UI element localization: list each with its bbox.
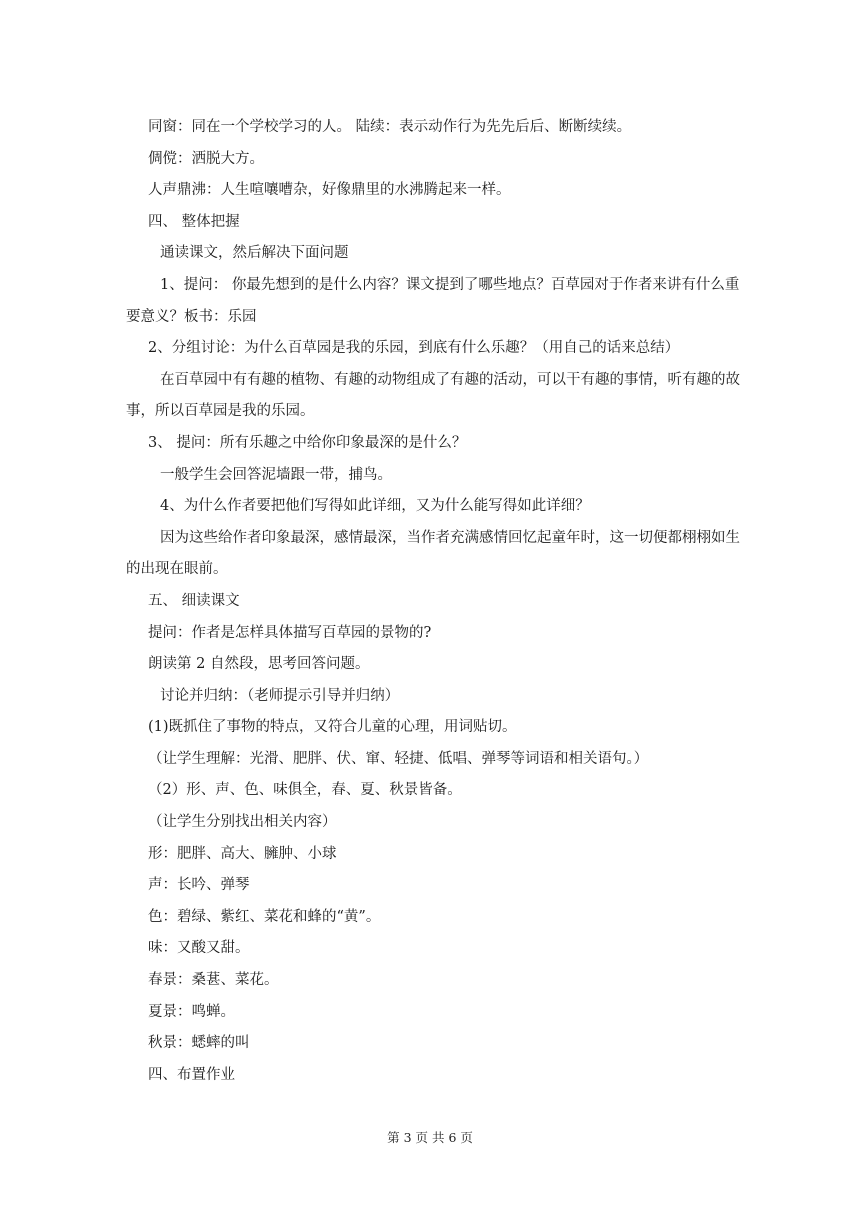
text-line: 提问：作者是怎样具体描写百草园的景物的?: [148, 624, 432, 641]
text-line: 声：长吟、弹琴: [148, 877, 250, 894]
text-line: 一般学生会回答泥墙跟一带，捕鸟。: [160, 466, 392, 483]
text-line: 形：肥胖、高大、臃肿、小球: [148, 845, 337, 862]
text-line: 色：碧绿、紫红、菜花和蜂的“黄”。: [148, 908, 381, 925]
text-line: （让学生理解：光滑、肥胖、伏、窜、轻捷、低唱、弹琴等词语和相关语句。）: [148, 750, 649, 767]
text-line: 同窗：同在一个学校学习的人。 陆续：表示动作行为先先后后、断断续续。: [148, 119, 632, 135]
text-line: (1)既抓住了事物的特点，又符合儿童的心理，用词贴切。: [148, 719, 517, 736]
text-line: （让学生分别找出相关内容）: [148, 814, 337, 831]
text-line: 通读课文，然后解决下面问题: [160, 245, 349, 262]
text-line: 四、布置作业: [148, 1066, 235, 1083]
text-line: 四、 整体把握: [148, 213, 240, 230]
document-body: [126, 112, 748, 1091]
text-line: 秋景：蟋蟀的叫: [148, 1035, 250, 1052]
text-line: 3、 提问：所有乐趣之中给你印象最深的是什么？: [148, 434, 467, 451]
text-line: 4、为什么作者要把他们写得如此详细，又为什么能写得如此详细？: [160, 498, 590, 515]
text-line: 夏景：鸣蝉。: [148, 1003, 235, 1020]
text-line: 人声鼎沸：人生喧嚷嘈杂，好像鼎里的水沸腾起来一样。: [148, 182, 511, 199]
text-line: 五、 细读课文: [148, 592, 240, 609]
text-line: 在百草园中有有趣的植物、有趣的动物组成了有趣的活动，可以干有趣的事情，听有趣的故事，所以百草园是我的乐园。: [126, 371, 740, 420]
text-line: 味：又酸又甜。: [148, 940, 250, 957]
page-footer: 第 3 页 共 6 页: [387, 1130, 473, 1145]
text-line: 因为这些给作者印象最深，感情最深，当作者充满感情回忆起童年时，这一切便都栩栩如生的出现在眼前。: [126, 529, 740, 578]
text-line: 2、分组讨论：为什么百草园是我的乐园，到底有什么乐趣？（用自己的话来总结）: [148, 340, 680, 357]
text-line: 倜傥：洒脱大方。: [148, 150, 264, 167]
text-line: 朗读第 2 自然段，思考回答问题。: [148, 656, 370, 673]
text-line: 春景：桑葚、菜花。: [148, 972, 279, 989]
text-line: 1、提问： 你最先想到的是什么内容？课文提到了哪些地点？百草园对于作者来讲有什么重要意义？板书：乐园: [126, 276, 740, 325]
text-line: 讨论并归纳：（老师提示引导并归纳）: [160, 687, 400, 704]
text-line: （2）形、声、色、味俱全，春、夏、秋景皆备。: [148, 782, 462, 799]
